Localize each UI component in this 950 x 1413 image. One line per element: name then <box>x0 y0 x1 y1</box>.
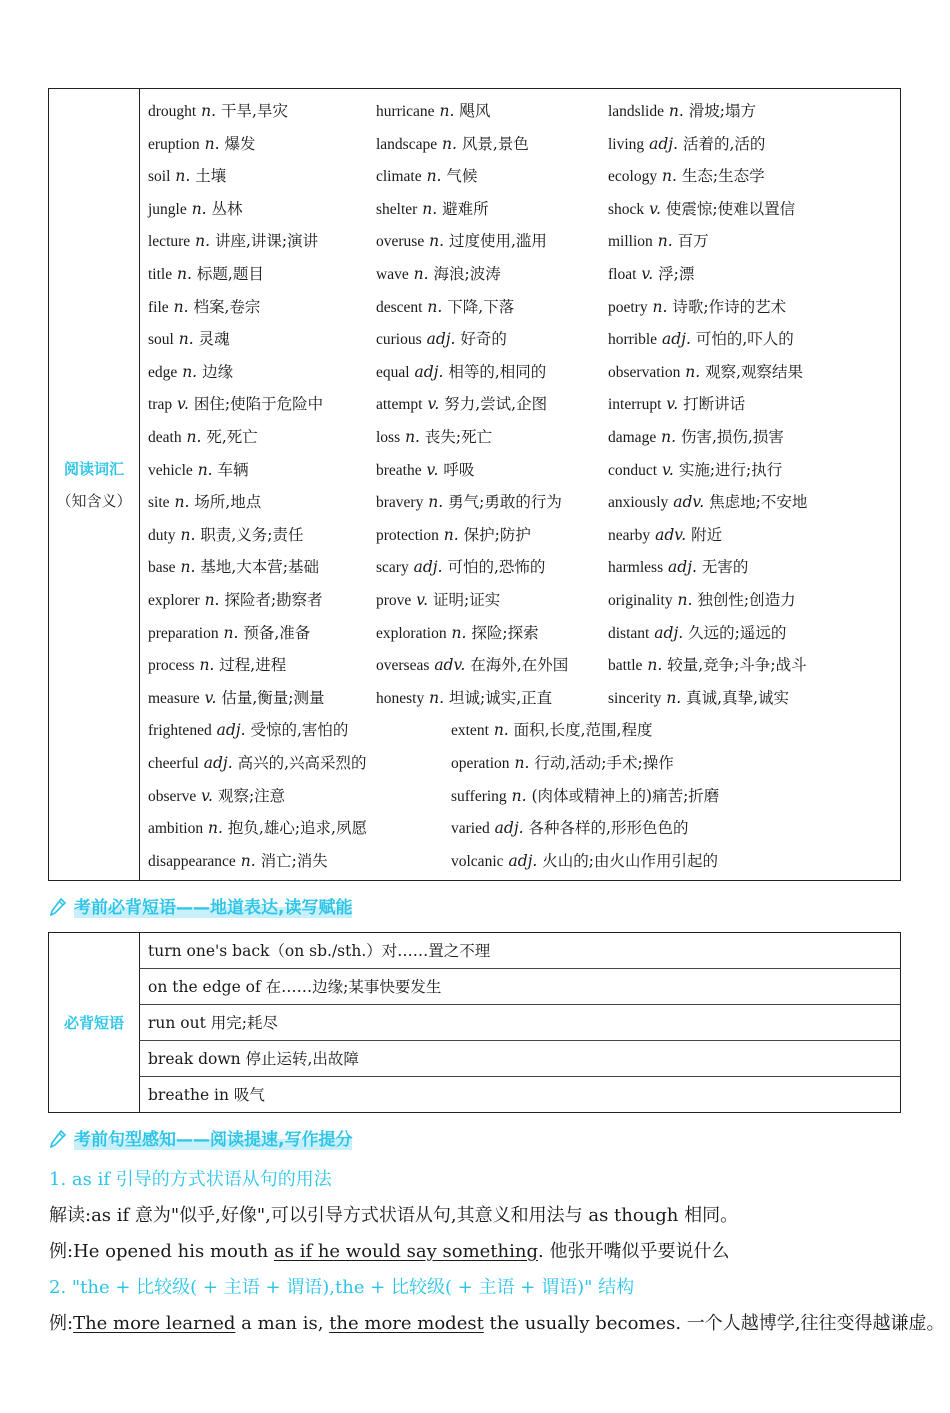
vocab-word: poetry <box>608 298 648 316</box>
vocab-entry <box>376 460 474 481</box>
vocab-word: battle <box>608 657 643 675</box>
vocab-word: lecture <box>148 233 191 251</box>
vocab-word: curious <box>376 331 422 349</box>
vocab-meaning: 抱负,雄心;追求,夙愿 <box>227 819 367 838</box>
vocab-word: harmless <box>608 559 664 577</box>
vocab-meaning: 观察;注意 <box>217 786 286 805</box>
vocab-word: cheerful <box>148 755 199 772</box>
vocab-entry <box>148 851 328 872</box>
vocab-word: operation <box>451 755 510 772</box>
vocab-pos: adj. <box>413 558 443 577</box>
vocab-meaning: 百万 <box>677 232 709 251</box>
pencil-icon <box>50 898 66 916</box>
vocab-pos: adj. <box>426 330 456 349</box>
vocab-meaning: 探险者;勘察者 <box>224 591 323 609</box>
example-suffix: . 他张开嘴似乎要说什么 <box>538 1241 730 1262</box>
vocab-word: float <box>608 266 637 283</box>
vocab-meaning: 可怕的,恐怖的 <box>447 558 546 577</box>
vocab-pos: n. <box>652 297 668 316</box>
vocab-word: trap <box>148 396 173 414</box>
vocab-pos: n. <box>685 362 701 381</box>
vocab-label-title: 阅读词汇 <box>63 459 124 478</box>
phrases-side-label <box>49 933 140 1112</box>
vocab-pos: adj. <box>662 330 691 349</box>
vocab-entry <box>148 590 323 611</box>
vocab-meaning: 生态;生态学 <box>681 167 765 186</box>
vocab-entry <box>376 231 547 252</box>
vocab-pos: n. <box>426 167 442 186</box>
vocab-pos: n. <box>662 167 677 186</box>
vocab-label-subtitle: （知含义） <box>56 491 132 510</box>
vocab-entry <box>148 264 264 285</box>
vocab-entry <box>376 199 489 220</box>
vocab-word: climate <box>376 168 422 186</box>
pattern-2-example <box>49 1309 945 1335</box>
vocab-word: breathe <box>376 461 422 479</box>
vocab-entry <box>148 786 285 807</box>
vocab-pos: n. <box>493 721 509 740</box>
vocab-entry <box>451 753 674 774</box>
vocab-entry <box>376 297 514 318</box>
vocab-meaning: 行动,活动;手术;操作 <box>534 754 674 772</box>
pattern-1-title: 1. as if 引导的方式状语从句的用法 <box>49 1169 332 1190</box>
vocab-pos: n. <box>204 134 220 153</box>
vocab-entry <box>608 134 765 155</box>
phrase-row: on the edge of 在……边缘;某事快要发生 <box>139 969 900 1005</box>
vocab-pos: adj. <box>216 721 246 740</box>
vocab-entry <box>376 492 562 513</box>
vocab-pos: n. <box>413 265 429 283</box>
vocab-word: eruption <box>148 135 200 153</box>
vocab-entry <box>148 101 288 122</box>
vocab-word: soil <box>148 168 171 186</box>
vocab-pos: n. <box>197 460 213 479</box>
vocab-entry <box>608 101 756 122</box>
vocab-entry <box>148 492 261 513</box>
vocab-meaning: 丧失;死亡 <box>424 428 493 446</box>
vocab-pos: adj. <box>508 851 538 870</box>
vocab-word: exploration <box>376 624 447 642</box>
pencil-icon <box>50 1130 66 1148</box>
vocab-pos: n. <box>657 232 673 251</box>
vocab-meaning: 土壤 <box>195 167 227 186</box>
vocab-pos: n. <box>668 102 684 120</box>
vocab-word: wave <box>376 266 409 283</box>
vocab-word: drought <box>148 103 197 120</box>
vocab-entry <box>148 720 348 741</box>
vocab-pos: adj. <box>203 754 233 772</box>
vocab-meaning: 活着的,活的 <box>682 134 766 153</box>
example-underlined: The more learned <box>73 1313 236 1334</box>
vocab-word: attempt <box>376 396 423 414</box>
vocab-pos: n. <box>666 688 682 707</box>
vocab-meaning: 边缘 <box>202 362 234 381</box>
vocab-word: horrible <box>608 331 658 349</box>
phrase-row: run out 用完;耗尽 <box>139 1005 900 1041</box>
vocab-word: process <box>148 657 195 675</box>
vocab-pos: n. <box>173 297 189 316</box>
vocab-pos: n. <box>442 134 457 153</box>
vocab-entry <box>608 231 709 252</box>
vocab-pos: n. <box>204 591 220 609</box>
vocab-word: varied <box>451 820 490 838</box>
vocab-meaning: 各种各样的,形形色色的 <box>528 819 689 838</box>
vocab-pos: n. <box>208 819 223 838</box>
example-prefix: 例:He opened his mouth <box>49 1241 274 1262</box>
vocab-meaning: 飓风 <box>459 102 491 120</box>
vocab-entry <box>608 460 782 481</box>
vocab-pos: n. <box>661 428 677 446</box>
vocab-pos: v. <box>427 395 440 414</box>
vocab-meaning: 气候 <box>446 167 478 186</box>
vocab-meaning: 久远的;遥远的 <box>688 623 787 642</box>
vocab-entry <box>451 818 688 839</box>
vocab-meaning: 打断讲话 <box>683 395 746 414</box>
vocab-meaning: 伤害,损伤,损害 <box>681 428 784 446</box>
vocab-word: ambition <box>148 820 204 838</box>
vocab-word: file <box>148 298 169 316</box>
vocab-pos: adv. <box>434 656 466 675</box>
vocab-word: shelter <box>376 200 418 218</box>
vocab-meaning: 讲座,讲课;演讲 <box>214 232 319 251</box>
vocab-entry <box>148 394 323 415</box>
vocab-pos: adv. <box>655 525 687 544</box>
vocab-word: shock <box>608 200 645 218</box>
vocab-entry <box>148 525 304 546</box>
vocab-meaning: 车辆 <box>217 460 249 479</box>
sentences-heading-text: 考前句型感知——阅读提速,写作提分 <box>74 1130 353 1150</box>
vocab-word: originality <box>608 592 673 609</box>
pattern-1-explanation: 解读:as if 意为"似乎,好像",可以引导方式状语从句,其意义和用法与 as though 相同。 <box>49 1205 739 1226</box>
vocab-meaning: 高兴的,兴高采烈的 <box>237 754 367 772</box>
vocab-word: volcanic <box>451 852 504 870</box>
vocab-entry <box>376 655 568 676</box>
vocab-pos: n. <box>429 688 445 707</box>
vocab-entry <box>608 655 807 676</box>
vocab-word: title <box>148 266 173 283</box>
vocab-meaning: 努力,尝试,企图 <box>444 395 548 414</box>
vocab-entry <box>376 623 539 644</box>
vocab-pos: v. <box>416 591 429 609</box>
vocab-word: million <box>608 233 653 251</box>
phrase-row: breathe in 吸气 <box>148 1086 265 1104</box>
vocab-pos: n. <box>443 525 459 544</box>
vocab-pos: v. <box>426 460 439 479</box>
vocab-word: distant <box>608 624 650 642</box>
vocab-word: damage <box>608 429 657 446</box>
vocab-meaning: (肉体或精神上的)痛苦;折磨 <box>531 786 720 805</box>
vocab-meaning: 估量,衡量;测量 <box>221 688 325 707</box>
vocab-pos: v. <box>662 460 674 479</box>
vocab-meaning: 好奇的 <box>460 330 507 349</box>
vocab-meaning: 无害的 <box>701 558 749 577</box>
vocab-pos: v. <box>201 786 213 805</box>
vocab-pos: n. <box>240 851 256 870</box>
vocab-word: soul <box>148 331 174 349</box>
vocab-word: interrupt <box>608 396 662 414</box>
vocab-pos: n. <box>427 297 443 316</box>
phrases-table <box>48 932 901 1113</box>
vocab-word: site <box>148 494 170 512</box>
vocab-word: equal <box>376 363 410 381</box>
phrases-heading-text: 考前必背短语——地道表达,读写赋能 <box>74 898 353 918</box>
vocab-entry <box>451 851 718 872</box>
vocab-entry <box>608 199 795 220</box>
vocab-table <box>48 88 901 881</box>
sentences-heading <box>50 1128 352 1152</box>
vocab-pos: n. <box>174 493 190 512</box>
vocab-entry <box>148 166 226 187</box>
vocab-entry <box>376 688 552 709</box>
vocab-entry <box>148 557 319 578</box>
vocab-word: honesty <box>376 689 425 707</box>
vocab-entry <box>148 460 249 481</box>
vocab-word: disappearance <box>148 852 236 870</box>
pattern-1-example <box>49 1237 729 1263</box>
vocab-meaning: 焦虑地;不安地 <box>709 493 808 512</box>
vocab-meaning: 较量,竞争;斗争;战斗 <box>667 656 807 675</box>
vocab-pos: n. <box>177 265 192 283</box>
vocab-meaning: 预备,准备 <box>243 623 311 642</box>
vocab-word: living <box>608 135 645 153</box>
phrase-row: break down 停止运转,出故障 <box>139 1041 900 1077</box>
vocab-meaning: 面积,长度,范围,程度 <box>513 721 653 740</box>
vocab-word: suffering <box>451 787 507 805</box>
vocab-entry <box>451 786 719 807</box>
vocab-side-label <box>49 89 140 880</box>
vocab-entry <box>608 362 803 383</box>
vocab-pos: n. <box>511 786 527 805</box>
vocab-meaning: 独创性;创造力 <box>697 591 796 609</box>
vocab-word: observe <box>148 787 197 805</box>
vocab-word: protection <box>376 526 439 544</box>
vocab-pos: adj. <box>668 558 697 577</box>
vocab-pos: n. <box>451 623 467 642</box>
vocab-pos: adj. <box>654 623 684 642</box>
vocab-meaning: 消亡;消失 <box>260 851 328 870</box>
vocab-meaning: 丛林 <box>211 199 243 218</box>
vocab-entry <box>148 753 367 774</box>
vocab-meaning: 档案,卷宗 <box>193 297 261 316</box>
vocab-pos: n. <box>180 525 196 544</box>
vocab-word: death <box>148 429 182 446</box>
vocab-meaning: 呼吸 <box>443 460 475 479</box>
vocab-entry <box>451 720 652 741</box>
example-underlined: as if he would say something <box>274 1241 538 1262</box>
vocab-pos: n. <box>429 232 445 251</box>
vocab-entry <box>376 557 545 578</box>
vocab-entry <box>608 166 765 187</box>
vocab-entry <box>608 297 786 318</box>
vocab-word: landscape <box>376 135 438 153</box>
vocab-word: measure <box>148 689 200 707</box>
vocab-entry <box>376 590 500 611</box>
vocab-pos: v. <box>649 199 661 218</box>
vocab-meaning: 滑坡;塌方 <box>688 102 756 120</box>
vocab-word: prove <box>376 592 412 609</box>
vocab-meaning: 风景,景色 <box>461 134 529 153</box>
vocab-pos: n. <box>199 656 215 675</box>
vocab-entry <box>148 362 233 383</box>
vocab-word: loss <box>376 429 401 446</box>
vocab-pos: n. <box>201 102 217 120</box>
vocab-pos: n. <box>186 428 202 446</box>
vocab-pos: n. <box>223 623 239 642</box>
vocab-meaning: 困住;使陷于危险中 <box>193 395 324 414</box>
vocab-pos: n. <box>439 102 455 120</box>
vocab-word: landslide <box>608 103 664 120</box>
vocab-entry <box>148 231 318 252</box>
vocab-meaning: 过度使用,滥用 <box>449 232 547 251</box>
vocab-meaning: 避难所 <box>442 199 489 218</box>
vocab-entry <box>376 329 507 350</box>
vocab-word: overuse <box>376 233 425 251</box>
vocab-word: nearby <box>608 526 651 544</box>
vocab-entry <box>148 655 286 676</box>
vocab-pos: v. <box>666 395 679 414</box>
vocab-meaning: 附近 <box>691 525 723 544</box>
vocab-entry <box>148 688 325 709</box>
vocab-meaning: 爆发 <box>224 134 256 153</box>
vocab-entry <box>376 101 490 122</box>
vocab-entry <box>148 199 243 220</box>
vocab-meaning: 灵魂 <box>198 330 230 349</box>
vocab-entry <box>148 297 260 318</box>
vocab-meaning: 可怕的,吓人的 <box>695 330 794 349</box>
vocab-word: extent <box>451 722 489 740</box>
vocab-pos: n. <box>405 428 420 446</box>
vocab-entry <box>148 427 258 448</box>
vocab-entry <box>608 590 796 611</box>
vocab-entry <box>608 394 745 415</box>
vocab-entry <box>608 427 784 448</box>
vocab-pos: adj. <box>414 362 444 381</box>
vocab-pos: n. <box>180 558 196 577</box>
example-suffix: the usually becomes. 一个人越博学,往往变得越谦虚。 <box>483 1313 945 1334</box>
vocab-entry <box>376 264 501 285</box>
vocab-entry <box>148 329 230 350</box>
vocab-word: vehicle <box>148 461 193 479</box>
vocab-entry <box>608 525 722 546</box>
vocab-word: explorer <box>148 592 200 609</box>
vocab-pos: v. <box>641 265 654 283</box>
vocab-word: bravery <box>376 494 424 512</box>
vocab-word: duty <box>148 526 176 544</box>
vocab-pos: n. <box>182 362 198 381</box>
vocab-meaning: 坦诚;诚实,正直 <box>449 688 553 707</box>
example-prefix: 例: <box>49 1313 74 1334</box>
vocab-meaning: 保护;防护 <box>463 525 531 544</box>
vocab-meaning: 干旱,旱灾 <box>221 102 288 120</box>
vocab-entry <box>608 264 694 285</box>
vocab-pos: n. <box>677 591 693 609</box>
vocab-meaning: 勇气;勇敢的行为 <box>448 493 562 512</box>
vocab-pos: v. <box>177 395 189 414</box>
vocab-entry <box>376 525 531 546</box>
vocab-entry <box>608 329 794 350</box>
vocab-entry <box>376 394 547 415</box>
vocab-entry <box>376 166 477 187</box>
vocab-word: anxiously <box>608 494 669 512</box>
vocab-word: frightened <box>148 722 212 740</box>
vocab-word: observation <box>608 363 681 381</box>
vocab-word: hurricane <box>376 103 435 120</box>
vocab-meaning: 观察,观察结果 <box>705 362 804 381</box>
vocab-pos: n. <box>191 199 207 218</box>
vocab-entry <box>608 688 789 709</box>
vocab-meaning: 实施;进行;执行 <box>678 460 783 479</box>
vocab-word: sincerity <box>608 689 662 707</box>
vocab-word: base <box>148 559 176 577</box>
example-underlined: the more modest <box>329 1313 484 1334</box>
vocab-entry <box>376 427 492 448</box>
phrase-row: turn one's back（on sb./sth.）对……置之不理 <box>139 933 900 969</box>
vocab-pos: n. <box>428 493 444 512</box>
vocab-word: scary <box>376 559 409 577</box>
vocab-pos: n. <box>422 199 438 218</box>
vocab-pos: n. <box>175 167 191 186</box>
phrases-label: 必背短语 <box>63 1013 124 1032</box>
vocab-entry <box>608 557 748 578</box>
vocab-meaning: 标题,题目 <box>196 265 264 283</box>
vocab-meaning: 下降,下落 <box>447 297 515 316</box>
vocab-meaning: 火山的;由火山作用引起的 <box>542 851 719 870</box>
vocab-meaning: 死,死亡 <box>206 428 258 446</box>
vocab-meaning: 真诚,真挚,诚实 <box>686 688 790 707</box>
vocab-entry <box>608 623 786 644</box>
vocab-entry <box>148 818 367 839</box>
vocab-entry <box>608 492 807 513</box>
vocab-pos: v. <box>204 688 217 707</box>
vocab-word: jungle <box>148 200 187 218</box>
vocab-meaning: 过程,进程 <box>219 656 287 675</box>
vocab-pos: adj. <box>494 819 524 838</box>
vocab-meaning: 使震惊;使难以置信 <box>665 199 796 218</box>
vocab-meaning: 海浪;波涛 <box>433 265 501 283</box>
vocab-entry <box>376 362 546 383</box>
example-middle: a man is, <box>235 1313 330 1334</box>
vocab-word: descent <box>376 298 423 316</box>
vocab-entry <box>148 623 310 644</box>
vocab-meaning: 诗歌;作诗的艺术 <box>672 297 787 316</box>
phrases-heading <box>50 896 352 920</box>
pattern-2-title: 2. "the + 比较级( + 主语 + 谓语),the + 比较级( + 主语 + 谓语)" 结构 <box>49 1277 635 1298</box>
vocab-pos: n. <box>514 754 530 772</box>
vocab-pos: adv. <box>673 493 705 512</box>
vocab-pos: n. <box>647 656 663 675</box>
vocab-meaning: 相等的,相同的 <box>448 362 547 381</box>
vocab-entry <box>148 134 255 155</box>
vocab-meaning: 场所,地点 <box>194 493 262 512</box>
vocab-meaning: 探险;探索 <box>471 623 539 642</box>
vocab-meaning: 受惊的,害怕的 <box>250 721 349 740</box>
vocab-pos: adj. <box>649 134 679 153</box>
vocab-word: overseas <box>376 657 430 675</box>
vocab-meaning: 基地,大本营;基础 <box>200 558 319 577</box>
vocab-meaning: 在海外,在外国 <box>470 656 569 675</box>
vocab-meaning: 证明;证实 <box>433 591 501 609</box>
vocab-pos: n. <box>178 330 194 349</box>
vocab-word: conduct <box>608 461 658 479</box>
vocab-word: preparation <box>148 624 219 642</box>
vocab-entry <box>376 134 529 155</box>
vocab-meaning: 职责,义务;责任 <box>200 525 304 544</box>
vocab-pos: n. <box>195 232 211 251</box>
vocab-word: ecology <box>608 168 658 186</box>
vocab-meaning: 浮;漂 <box>658 265 695 283</box>
vocab-word: edge <box>148 363 178 381</box>
